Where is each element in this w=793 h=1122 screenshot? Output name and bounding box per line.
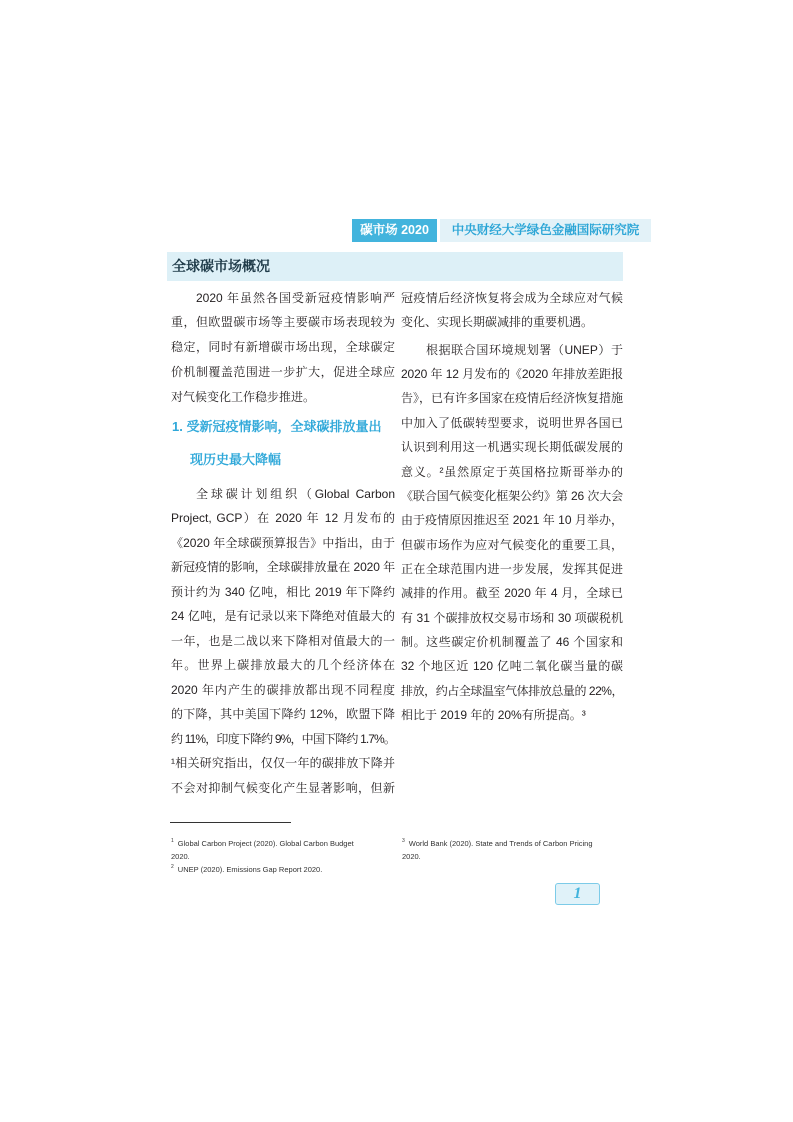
text-line: 《联合国气候变化框架公约》第 26 次大会 [401,488,623,503]
body-paragraph [401,338,623,728]
text-line: 新冠疫情的影响，全球碳排放量在 2020 年 [171,560,395,575]
text-line: 不会对抑制气候变化产生显著影响，但新 [171,780,395,795]
section-title: 全球碳市场概况 [172,258,270,274]
footnote-text: 2020. [171,851,190,861]
text-line: 约 11%，印度下降约 9%，中国下降约 1.7%。 [171,731,395,746]
text-line: Project, GCP）在 2020 年 12 月发布的 [171,511,395,526]
body-paragraph [171,482,395,801]
text-line: 减排的作用。截至 2020 年 4 月，全球已 [401,586,623,601]
text-line: 冠疫情后经济恢复将会成为全球应对气候 [401,291,623,305]
text-line: 2020 年 12 月发布的《2020 年排放差距报 [401,367,623,382]
text-line: 的下降，其中美国下降约 12%，欧盟下降 [171,707,395,722]
continued-paragraph [401,286,623,335]
text-line: 24 亿吨，是有记录以来下降绝对值最大的 [171,609,395,624]
footnote-mark: 3 [402,838,405,844]
footnote-divider [170,822,291,823]
text-line: 重，但欧盟碳市场等主要碳市场表现较为 [171,315,395,330]
text-line: 排放，约占全球温室气体排放总量的 22%， [401,683,623,698]
footnote-line [171,863,354,876]
footnote-line [402,837,593,850]
text-line: 32 个地区近 120 亿吨二氧化碳当量的碳 [401,659,623,674]
intro-paragraph [171,286,395,410]
text-line: 对气候变化工作稳步推进。 [171,389,316,404]
text-line: 预计约为 340 亿吨，相比 2019 年下降约 [171,584,395,599]
text-line: 正在全球范围内进一步发展，发挥其促进 [401,561,623,576]
text-line: 认识到利用这一机遇实现长期低碳发展的 [401,440,623,455]
footnote [171,863,354,876]
text-line: 制。这些碳定价机制覆盖了 46 个国家和 [401,634,623,649]
footnote-text: World Bank (2020). State and Trends of Carbon Pricing [408,838,593,848]
text-line: 根据联合国环境规划署（UNEP）于 [426,342,623,357]
text-line: 稳定，同时有新增碳市场出现，全球碳定 [171,340,395,355]
footnote [171,837,354,863]
footnote-line [171,837,354,850]
text-line: 年。世界上碳排放最大的几个经济体在 [171,658,395,673]
page-number: 1 [555,883,600,905]
subsection-heading [172,410,396,476]
text-line: 一年，也是二战以来下降相对值最大的一 [171,633,395,648]
institution-name: 中央财经大学绿色金融国际研究院 [440,219,651,242]
subsection-heading-line: 1. 受新冠疫情影响，全球碳排放量出 [172,418,382,434]
text-line: 但碳市场作为应对气候变化的重要工具， [401,537,623,552]
footnote-text: UNEP (2020). Emissions Gap Report 2020. [177,864,323,874]
text-line: 全球碳计划组织（Global Carbon [196,486,395,501]
footnotes-right [402,837,593,863]
text-line: 《2020 年全球碳预算报告》中指出，由于 [171,535,395,550]
text-line: 有 31 个碳排放权交易市场和 30 项碳税机 [401,610,623,625]
text-line: 价机制覆盖范围进一步扩大，促进全球应 [171,364,395,379]
footnotes-left [171,837,354,876]
text-line: 中加入了低碳转型要求，说明世界各国已 [401,415,623,430]
text-line: 告》，已有许多国家在疫情后经济恢复措施 [401,391,624,406]
footnote [402,837,593,863]
text-line: ¹相关研究指出，仅仅一年的碳排放下降并 [171,756,395,771]
report-tag: 碳市场 2020 [352,219,437,242]
text-line: 2020 年内产生的碳排放都出现不同程度 [171,682,395,697]
footnote-mark: 2 [171,864,174,870]
footnote-text: 2020. [402,851,421,861]
text-line: 意义。²虽然原定于英国格拉斯哥举办的 [401,464,623,479]
text-line: 2020 年虽然各国受新冠疫情影响严 [196,290,395,305]
text-line: 相比于 2019 年的 20%有所提高。³ [401,707,586,722]
text-line: 变化、实现长期碳减排的重要机遇。 [401,315,594,330]
section-title-bar [167,252,623,281]
footnote-text: Global Carbon Project (2020). Global Carbon Budget [177,838,354,848]
subsection-heading-line: 现历史最大降幅 [190,451,282,467]
text-line: 由于疫情原因推迟至 2021 年 10 月举办， [401,513,623,528]
footnote-mark: 1 [171,838,174,844]
